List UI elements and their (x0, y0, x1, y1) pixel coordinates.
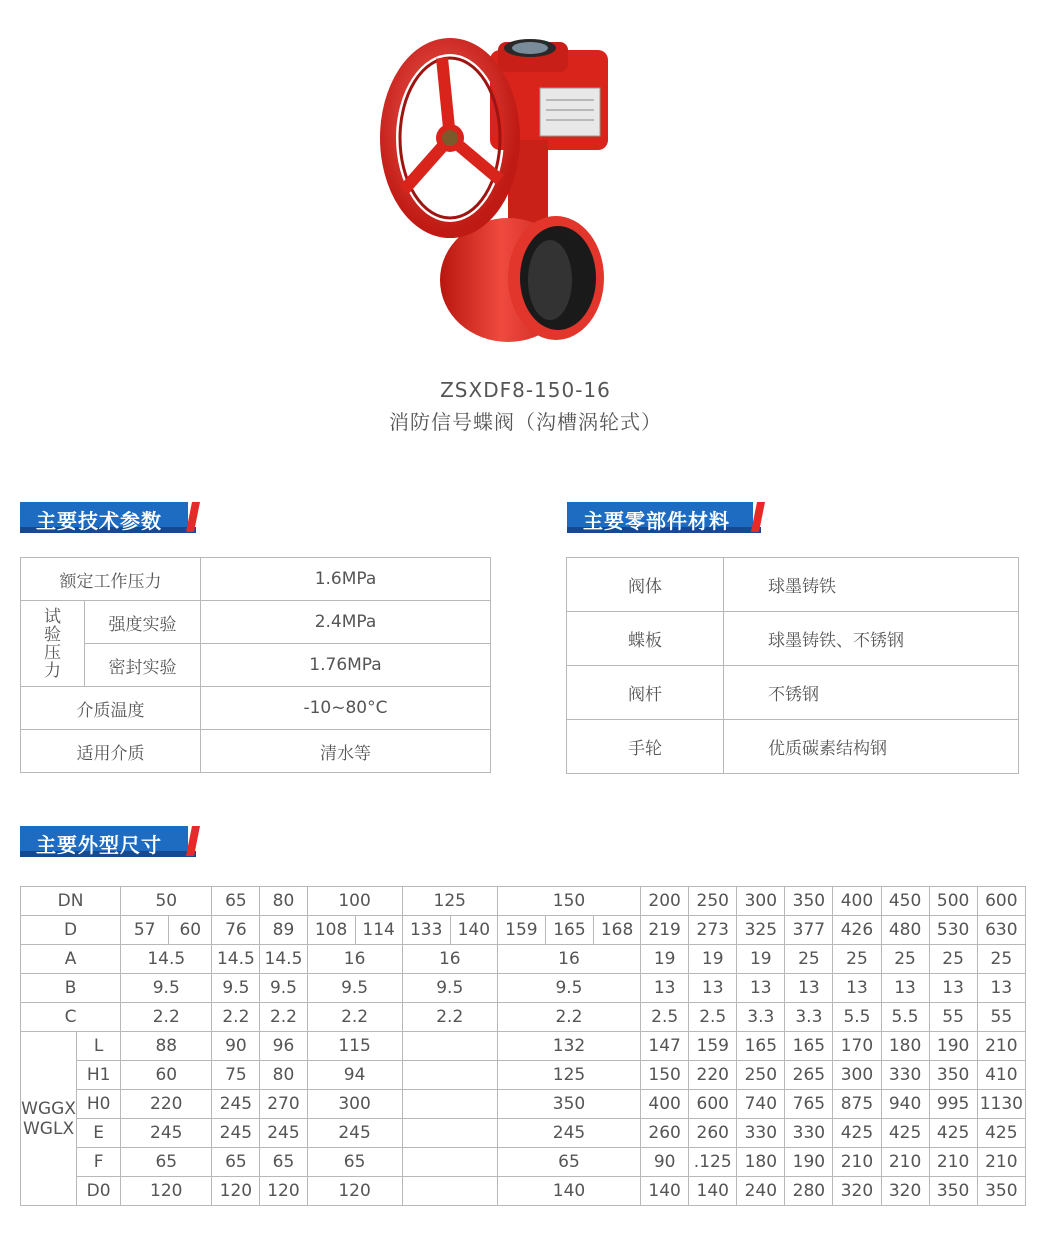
e-label: E (77, 1119, 121, 1148)
c-value: 3.3 (737, 1003, 785, 1032)
b-value: 13 (785, 974, 833, 1003)
b-value: 9.5 (402, 974, 497, 1003)
a-value: 25 (881, 945, 929, 974)
c-value: 5.5 (833, 1003, 881, 1032)
l-value: 165 (737, 1032, 785, 1061)
b-value: 13 (641, 974, 689, 1003)
l-value: 115 (307, 1032, 402, 1061)
empty-cell (402, 1090, 497, 1119)
dn-value: 200 (641, 887, 689, 916)
d-value: 168 (594, 916, 641, 945)
h0-value: 220 (121, 1090, 212, 1119)
dn-value: 350 (785, 887, 833, 916)
empty-cell (402, 1032, 497, 1061)
e-value: 245 (260, 1119, 307, 1148)
h0-value: 995 (929, 1090, 977, 1119)
medium-temp-label: 介质温度 (21, 687, 201, 730)
f-value: 65 (497, 1148, 640, 1177)
b-value: 13 (833, 974, 881, 1003)
e-value: 245 (121, 1119, 212, 1148)
section-title-label: 主要外型尺寸 (36, 833, 162, 857)
c-value: 2.5 (641, 1003, 689, 1032)
d0-value: 120 (212, 1177, 260, 1206)
e-value: 245 (307, 1119, 402, 1148)
section-title-label: 主要零部件材料 (583, 509, 730, 533)
f-value: 210 (929, 1148, 977, 1177)
l-value: 88 (121, 1032, 212, 1061)
dn-value: 65 (212, 887, 260, 916)
a-value: 25 (929, 945, 977, 974)
d0-value: 140 (689, 1177, 737, 1206)
f-value: 65 (307, 1148, 402, 1177)
h0-value: 740 (737, 1090, 785, 1119)
table-row (567, 720, 1019, 774)
d0-value: 120 (260, 1177, 307, 1206)
d-value: 57 (121, 916, 169, 945)
table-row (21, 687, 491, 730)
l-label: L (77, 1032, 121, 1061)
d-value: 89 (260, 916, 307, 945)
h0-value: 350 (497, 1090, 640, 1119)
part-name: 阀杆 (567, 666, 724, 720)
b-value: 13 (737, 974, 785, 1003)
table-row (21, 1148, 1026, 1177)
dn-value: 400 (833, 887, 881, 916)
table-row (21, 1032, 1026, 1061)
c-value: 55 (977, 1003, 1025, 1032)
b-value: 9.5 (497, 974, 640, 1003)
dn-value: 80 (260, 887, 307, 916)
e-value: 425 (929, 1119, 977, 1148)
d-value: 630 (977, 916, 1025, 945)
d-label: D (21, 916, 121, 945)
dn-value: 125 (402, 887, 497, 916)
e-value: 425 (881, 1119, 929, 1148)
d-value: 325 (737, 916, 785, 945)
table-row (21, 945, 1026, 974)
a-value: 16 (402, 945, 497, 974)
d0-value: 350 (977, 1177, 1025, 1206)
model-name: 消防信号蝶阀（沟槽涡轮式） (389, 410, 662, 434)
f-value: 65 (260, 1148, 307, 1177)
b-value: 9.5 (121, 974, 212, 1003)
group-label: WGGX WGLX (21, 1032, 77, 1206)
dn-value: 300 (737, 887, 785, 916)
l-value: 132 (497, 1032, 640, 1061)
part-name: 手轮 (567, 720, 724, 774)
b-value: 9.5 (212, 974, 260, 1003)
f-value: 210 (977, 1148, 1025, 1177)
d-value: 219 (641, 916, 689, 945)
tech-params-table (20, 557, 491, 773)
seal-test-label: 密封实验 (85, 644, 201, 687)
d-value: 60 (169, 916, 212, 945)
dn-value: 450 (881, 887, 929, 916)
h0-label: H0 (77, 1090, 121, 1119)
f-value: 190 (785, 1148, 833, 1177)
l-value: 180 (881, 1032, 929, 1061)
d-value: 140 (450, 916, 497, 945)
h1-value: 300 (833, 1061, 881, 1090)
h0-value: 765 (785, 1090, 833, 1119)
part-material: 不锈钢 (724, 666, 1019, 720)
h0-value: 245 (212, 1090, 260, 1119)
b-value: 13 (977, 974, 1025, 1003)
table-row (21, 644, 491, 687)
empty-cell (402, 1119, 497, 1148)
b-label: B (21, 974, 121, 1003)
a-value: 25 (833, 945, 881, 974)
l-value: 210 (977, 1032, 1025, 1061)
table-row (21, 887, 1026, 916)
d0-value: 280 (785, 1177, 833, 1206)
seal-test-value: 1.76MPa (201, 644, 491, 687)
dimensions-table (20, 886, 1026, 1206)
b-value: 9.5 (260, 974, 307, 1003)
c-value: 2.2 (260, 1003, 307, 1032)
d-value: 273 (689, 916, 737, 945)
h0-value: 875 (833, 1090, 881, 1119)
l-value: 96 (260, 1032, 307, 1061)
part-name: 蝶板 (567, 612, 724, 666)
h0-value: 400 (641, 1090, 689, 1119)
d0-value: 140 (641, 1177, 689, 1206)
e-value: 425 (977, 1119, 1025, 1148)
d-value: 159 (497, 916, 545, 945)
f-value: 65 (121, 1148, 212, 1177)
b-value: 13 (929, 974, 977, 1003)
d-value: 530 (929, 916, 977, 945)
c-value: 2.2 (307, 1003, 402, 1032)
b-value: 13 (689, 974, 737, 1003)
f-value: 210 (833, 1148, 881, 1177)
h1-value: 150 (641, 1061, 689, 1090)
a-value: 16 (307, 945, 402, 974)
dn-value: 100 (307, 887, 402, 916)
d0-value: 320 (833, 1177, 881, 1206)
rated-pressure-value: 1.6MPa (201, 558, 491, 601)
d0-value: 120 (307, 1177, 402, 1206)
dn-value: 250 (689, 887, 737, 916)
e-value: 260 (641, 1119, 689, 1148)
l-value: 190 (929, 1032, 977, 1061)
l-value: 170 (833, 1032, 881, 1061)
medium-temp-value: -10~80°C (201, 687, 491, 730)
d-value: 480 (881, 916, 929, 945)
materials-table (566, 557, 1019, 774)
d0-label: D0 (77, 1177, 121, 1206)
d0-value: 320 (881, 1177, 929, 1206)
f-value: .125 (689, 1148, 737, 1177)
c-value: 2.2 (212, 1003, 260, 1032)
product-image (380, 30, 625, 355)
strength-test-value: 2.4MPa (201, 601, 491, 644)
c-value: 3.3 (785, 1003, 833, 1032)
d0-value: 350 (929, 1177, 977, 1206)
c-value: 5.5 (881, 1003, 929, 1032)
d-value: 108 (307, 916, 355, 945)
e-value: 330 (785, 1119, 833, 1148)
dn-value: 50 (121, 887, 212, 916)
section-title-tech-params (20, 500, 200, 532)
dn-label: DN (21, 887, 121, 916)
c-value: 2.2 (121, 1003, 212, 1032)
d-value: 133 (402, 916, 450, 945)
a-value: 25 (785, 945, 833, 974)
c-value: 2.2 (402, 1003, 497, 1032)
table-row (21, 1177, 1026, 1206)
h1-value: 75 (212, 1061, 260, 1090)
e-value: 425 (833, 1119, 881, 1148)
table-row (567, 666, 1019, 720)
section-title-label: 主要技术参数 (36, 509, 162, 533)
l-value: 90 (212, 1032, 260, 1061)
table-row (567, 612, 1019, 666)
table-row (21, 730, 491, 773)
table-row (21, 916, 1026, 945)
a-value: 19 (737, 945, 785, 974)
h1-value: 265 (785, 1061, 833, 1090)
l-value: 159 (689, 1032, 737, 1061)
h1-value: 94 (307, 1061, 402, 1090)
medium-value: 清水等 (201, 730, 491, 773)
c-value: 2.5 (689, 1003, 737, 1032)
h0-value: 600 (689, 1090, 737, 1119)
d-value: 165 (545, 916, 593, 945)
f-value: 90 (641, 1148, 689, 1177)
h0-value: 1130 (977, 1090, 1025, 1119)
e-value: 260 (689, 1119, 737, 1148)
a-value: 14.5 (121, 945, 212, 974)
h1-value: 410 (977, 1061, 1025, 1090)
table-row (21, 1061, 1026, 1090)
a-value: 16 (497, 945, 640, 974)
e-value: 245 (212, 1119, 260, 1148)
test-pressure-label: 试 验 压 力 (21, 601, 85, 687)
c-value: 2.2 (497, 1003, 640, 1032)
empty-cell (402, 1061, 497, 1090)
h1-value: 80 (260, 1061, 307, 1090)
c-label: C (21, 1003, 121, 1032)
b-value: 13 (881, 974, 929, 1003)
table-row (21, 974, 1026, 1003)
d0-value: 240 (737, 1177, 785, 1206)
table-row (21, 1119, 1026, 1148)
l-value: 147 (641, 1032, 689, 1061)
dn-value: 150 (497, 887, 640, 916)
d0-value: 120 (121, 1177, 212, 1206)
part-material: 球墨铸铁 (724, 558, 1019, 612)
a-value: 19 (641, 945, 689, 974)
rated-pressure-label: 额定工作压力 (21, 558, 201, 601)
d-value: 114 (355, 916, 402, 945)
f-value: 180 (737, 1148, 785, 1177)
h0-value: 300 (307, 1090, 402, 1119)
h1-value: 125 (497, 1061, 640, 1090)
b-value: 9.5 (307, 974, 402, 1003)
a-value: 14.5 (260, 945, 307, 974)
f-value: 65 (212, 1148, 260, 1177)
h1-label: H1 (77, 1061, 121, 1090)
e-value: 330 (737, 1119, 785, 1148)
f-value: 210 (881, 1148, 929, 1177)
part-name: 阀体 (567, 558, 724, 612)
part-material: 优质碳素结构钢 (724, 720, 1019, 774)
part-material: 球墨铸铁、不锈钢 (724, 612, 1019, 666)
d0-value: 140 (497, 1177, 640, 1206)
table-row (21, 558, 491, 601)
table-row (567, 558, 1019, 612)
d-value: 76 (212, 916, 260, 945)
h0-value: 940 (881, 1090, 929, 1119)
d-value: 426 (833, 916, 881, 945)
h1-value: 220 (689, 1061, 737, 1090)
section-title-dimensions (20, 824, 200, 856)
h1-value: 250 (737, 1061, 785, 1090)
empty-cell (402, 1148, 497, 1177)
table-row (21, 1003, 1026, 1032)
a-value: 19 (689, 945, 737, 974)
dn-value: 600 (977, 887, 1025, 916)
e-value: 245 (497, 1119, 640, 1148)
h1-value: 350 (929, 1061, 977, 1090)
a-value: 14.5 (212, 945, 260, 974)
strength-test-label: 强度实验 (85, 601, 201, 644)
l-value: 165 (785, 1032, 833, 1061)
empty-cell (402, 1177, 497, 1206)
table-row (21, 601, 491, 644)
a-value: 25 (977, 945, 1025, 974)
c-value: 55 (929, 1003, 977, 1032)
a-label: A (21, 945, 121, 974)
model-code: ZSXDF8-150-16 (440, 378, 611, 402)
h1-value: 330 (881, 1061, 929, 1090)
f-label: F (77, 1148, 121, 1177)
dn-value: 500 (929, 887, 977, 916)
section-title-materials (567, 500, 767, 532)
table-row (21, 1090, 1026, 1119)
h0-value: 270 (260, 1090, 307, 1119)
medium-label: 适用介质 (21, 730, 201, 773)
h1-value: 60 (121, 1061, 212, 1090)
d-value: 377 (785, 916, 833, 945)
